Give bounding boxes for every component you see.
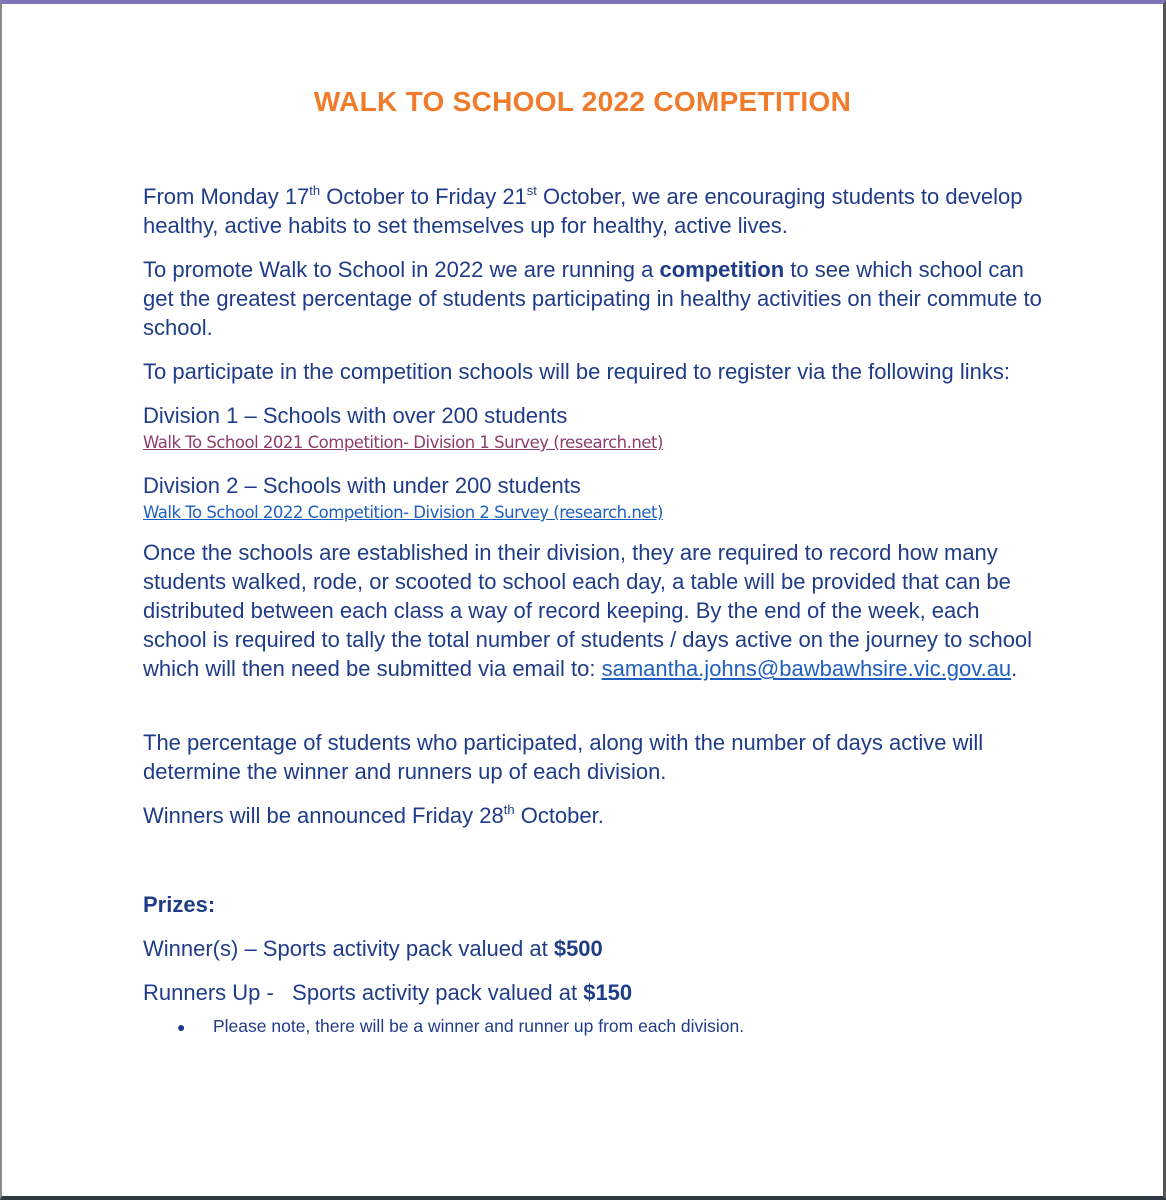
intro-text-2: October to Friday 21 bbox=[320, 184, 527, 209]
intro-text-3: October, we are encouraging students to develop healthy, active habits to set themselves up for healthy, active lives. bbox=[143, 184, 1023, 238]
record-text-after: . bbox=[1011, 656, 1018, 681]
prize-note-list-item bbox=[177, 1013, 1043, 1039]
promote-text-before: To promote Walk to School in 2022 we are running a bbox=[143, 257, 660, 282]
winners-paragraph bbox=[143, 801, 1043, 830]
document-body bbox=[143, 182, 1043, 1039]
bullet-icon: ● bbox=[177, 1019, 186, 1035]
page-title: WALK TO SCHOOL 2022 COMPETITION bbox=[313, 86, 852, 117]
division-2-survey-link[interactable]: Walk To School 2022 Competition- Division 2 Survey (research.net) bbox=[143, 503, 663, 522]
intro-text-1: From Monday 17 bbox=[143, 184, 310, 209]
runner-prize-line bbox=[143, 978, 1043, 1007]
runner-prize-value: $150 bbox=[583, 980, 633, 1005]
promote-paragraph bbox=[143, 255, 1043, 342]
winners-text-before: Winners will be announced Friday 28 bbox=[143, 803, 504, 828]
division-1-survey-link[interactable]: Walk To School 2021 Competition- Division 1 Survey (research.net) bbox=[143, 433, 663, 452]
winners-text-after: October. bbox=[514, 803, 604, 828]
prize-note-text: Please note, there will be a winner and runner up from each division. bbox=[213, 1016, 745, 1036]
division-1-link-row bbox=[143, 430, 1043, 456]
prizes-heading: Prizes: bbox=[143, 892, 216, 917]
winner-prize-label: Winner(s) – Sports activity pack valued at bbox=[143, 936, 554, 961]
division-1-label: Division 1 – Schools with over 200 students bbox=[143, 403, 568, 428]
intro-sup-2: st bbox=[526, 183, 537, 198]
division-2-label: Division 2 – Schools with under 200 students bbox=[143, 473, 581, 498]
promote-text-after: to see which school can get the greatest percentage of students participating in healthy activities on their commute to school. bbox=[143, 257, 1042, 340]
record-text: Once the schools are established in their division, they are required to record how many students walked, rode, or scooted to school each day, a table will be provided that can be distributed between each class a way of record keeping. By the end of the week, each school is required to tally the total number of students / days active on the journey to school which will then need be submitted via email to: bbox=[143, 540, 1033, 681]
email-link[interactable]: samantha.johns@bawbawhsire.vic.gov.au bbox=[601, 656, 1012, 681]
division-2-link-row bbox=[143, 500, 1043, 526]
record-paragraph bbox=[143, 538, 1043, 683]
spacer bbox=[143, 683, 1043, 728]
promote-bold-word: competition bbox=[659, 257, 785, 282]
runner-prize-label: Runners Up - Sports activity pack valued at bbox=[143, 980, 584, 1005]
winner-prize-value: $500 bbox=[553, 936, 603, 961]
participate-paragraph: To participate in the competition schools will be required to register via the following links: bbox=[143, 359, 1010, 384]
determine-paragraph: The percentage of students who participated, along with the number of days active will determine the winner and runners up of each division. bbox=[143, 730, 984, 784]
spacer bbox=[143, 830, 1043, 890]
winners-sup: th bbox=[503, 802, 515, 817]
intro-paragraph bbox=[143, 182, 1043, 240]
intro-sup-1: th bbox=[309, 183, 321, 198]
winner-prize-line bbox=[143, 934, 1043, 963]
